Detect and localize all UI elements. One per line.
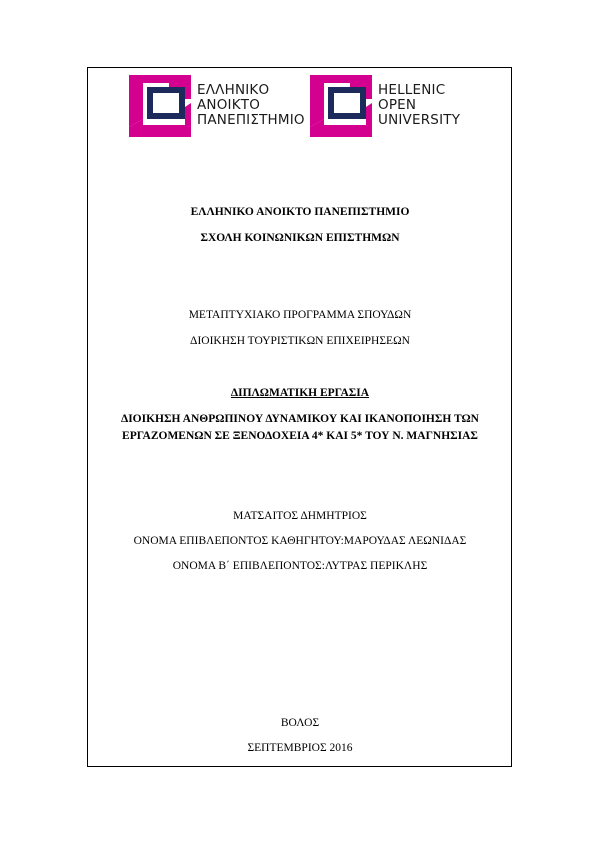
logo-english-line: OPEN	[378, 97, 417, 113]
hou-logo-english	[310, 75, 480, 137]
logo-english-line: UNIVERSITY	[378, 112, 461, 128]
logo-greek-line: ΑΝΟΙΚΤΟ	[197, 97, 261, 113]
hou-logo-greek	[129, 75, 305, 137]
university-name: ΕΛΛΗΝΙΚΟ ΑΝΟΙΚΤΟ ΠΑΝΕΠΙΣΤΗΜΙΟ	[190, 206, 410, 218]
hou-logo-english-text	[378, 83, 460, 128]
thesis-type: ΔΙΠΛΩΜΑΤΙΚΗ ΕΡΓΑΣΙΑ	[230, 387, 370, 399]
author-name: ΜΑΤΣΑΙΤΟΣ ΔΗΜΗΤΡΙΟΣ	[233, 510, 367, 522]
second-supervisor-name: ΟΝΟΜΑ Β΄ ΕΠΙΒΛΕΠΟΝΤΟΣ:ΛΥΤΡΑΣ ΠΕΡΙΚΛΗΣ	[172, 560, 428, 572]
program-name: ΜΕΤΑΠΤΥΧΙΑΚΟ ΠΡΟΓΡΑΜΜΑ ΣΠΟΥΔΩΝ	[188, 309, 412, 321]
program-specialization: ΔΙΟΙΚΗΣΗ ΤΟΥΡΙΣΤΙΚΩΝ ΕΠΙΧΕΙΡΗΣΕΩΝ	[190, 335, 410, 347]
date: ΣΕΠΤΕΜΒΡΙΟΣ 2016	[247, 742, 353, 754]
thesis-title-line-2: ΕΡΓΑΖΟΜΕΝΩΝ ΣΕ ΞΕΝΟΔΟΧΕΙΑ 4* ΚΑΙ 5* ΤΟΥ Ν. ΜΑΓΝΗΣΙΑΣ	[122, 430, 478, 442]
hou-logo-greek-text	[197, 83, 305, 128]
thesis-title-line-1: ΔΙΟΙΚΗΣΗ ΑΝΘΡΩΠΙΝΟΥ ΔΥΝΑΜΙΚΟΥ ΚΑΙ ΙΚΑΝΟΠΟΙΗΣΗ ΤΩΝ	[120, 413, 479, 425]
logo-greek-line: ΠΑΝΕΠΙΣΤΗΜΙΟ	[197, 112, 305, 128]
school-name: ΣΧΟΛΗ ΚΟΙΝΩΝΙΚΩΝ ΕΠΙΣΤΗΜΩΝ	[200, 232, 400, 244]
hou-emblem-icon	[129, 75, 191, 137]
logo-greek-line: ΕΛΛΗΝΙΚΟ	[197, 82, 270, 98]
city: ΒΟΛΟΣ	[280, 717, 320, 729]
supervisor-name: ΟΝΟΜΑ ΕΠΙΒΛΕΠΟΝΤΟΣ ΚΑΘΗΓΗΤΟΥ:ΜΑΡΟΥΔΑΣ ΛΕΩΝΙΔΑΣ	[133, 535, 467, 547]
logo-english-line: HELLENIC	[378, 82, 446, 98]
hou-emblem-icon	[310, 75, 372, 137]
